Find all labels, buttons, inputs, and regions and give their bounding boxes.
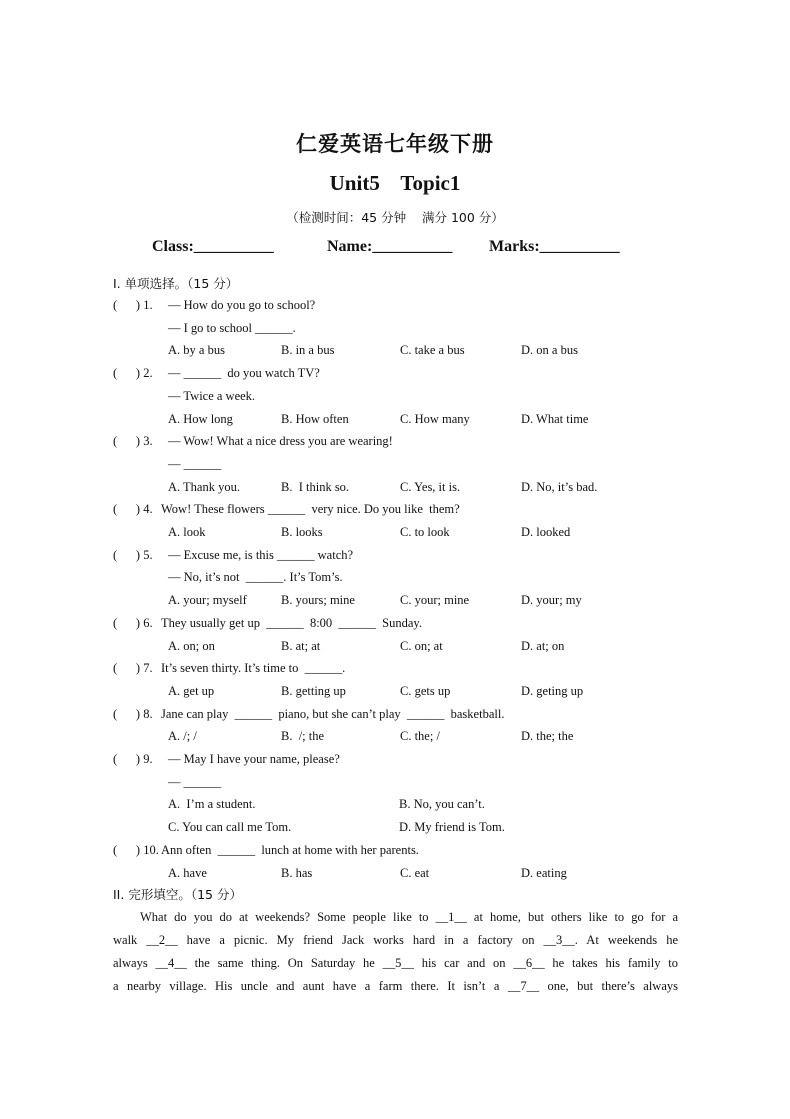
answer-option: B. No, you can’t. — [399, 797, 485, 812]
question-number: ( ) 3. — [113, 434, 153, 449]
answer-option: C. take a bus — [400, 343, 465, 358]
answer-option: A. I’m a student. — [168, 797, 256, 812]
question-text: Wow! These flowers ______ very nice. Do you like them? — [161, 502, 460, 517]
answer-option: C. Yes, it is. — [400, 479, 461, 494]
question-number: ( ) 4. — [113, 502, 153, 517]
answer-option: D. your; my — [521, 593, 582, 608]
class-field: Class:__________ — [152, 238, 274, 255]
question-text: Ann often ______ lunch at home with her parents. — [161, 842, 419, 857]
answer-option: C. You can call me Tom. — [168, 820, 292, 835]
question-number: ( ) 7. — [113, 661, 153, 676]
question-text: — No, it’s not ______. It’s Tom’s. — [168, 570, 343, 585]
answer-option: D. looked — [521, 525, 571, 539]
answer-option: D. No, it’s bad. — [521, 479, 598, 494]
question-text: — How do you go to school? — [168, 298, 316, 312]
name-field: Name:__________ — [327, 238, 453, 255]
passage-line: What do you do at weekends? Some people like to __1__ at home, but others like to go for a — [140, 910, 678, 924]
answer-option: D. What time — [521, 411, 589, 426]
question-number: ( ) 8. — [113, 706, 153, 721]
marks-field: Marks:__________ — [489, 238, 620, 255]
answer-option: C. eat — [400, 865, 430, 880]
page-title: 仁爱英语七年级下册 — [296, 131, 494, 156]
answer-option: B. /; the — [281, 729, 325, 744]
section1-heading: I. 单项选择。（15 分） — [113, 276, 239, 291]
answer-option: A. get up — [168, 683, 215, 698]
answer-option: B. yours; mine — [281, 593, 355, 608]
question-number: ( ) 1. — [113, 298, 153, 312]
question-text: — Excuse me, is this ______ watch? — [168, 547, 354, 562]
answer-option: C. on; at — [400, 638, 443, 653]
question-text: They usually get up ______ 8:00 ______ Sunday. — [161, 615, 422, 630]
answer-option: A. /; / — [168, 729, 197, 744]
question-text: — ______ do you watch TV? — [168, 366, 320, 381]
answer-option: C. How many — [400, 411, 470, 426]
answer-option: A. have — [168, 865, 207, 880]
passage-line: always __4__ the same thing. On Saturday he __5__ his car and on __6__ he takes his family to — [113, 956, 678, 970]
answer-option: B. has — [281, 865, 313, 880]
question-text: — I go to school ______. — [168, 320, 296, 335]
question-text: — Twice a week. — [168, 388, 256, 403]
answer-option: D. My friend is Tom. — [399, 820, 505, 835]
answer-option: C. the; / — [400, 729, 440, 744]
answer-option: D. on a bus — [521, 343, 578, 358]
answer-option: B. How often — [281, 411, 349, 426]
question-text: Jane can play ______ piano, but she can’t play ______ basketball. — [161, 706, 505, 721]
question-number: ( ) 5. — [113, 547, 153, 562]
answer-option: C. to look — [400, 525, 450, 539]
answer-option: A. on; on — [168, 638, 215, 653]
unit-topic-title: Unit5 Topic1 — [329, 171, 461, 195]
exam-meta: （检测时间：45 分钟 满分 100 分） — [286, 210, 504, 225]
passage-line: walk __2__ have a picnic. My friend Jack works hard in a factory on __3__. At weekends he — [113, 933, 678, 947]
question-number: ( ) 9. — [113, 752, 153, 766]
answer-option: C. your; mine — [400, 593, 470, 608]
question-number: ( ) 10. — [113, 842, 159, 857]
answer-option: A. How long — [168, 411, 233, 426]
answer-option: D. geting up — [521, 683, 584, 698]
answer-option: B. at; at — [281, 638, 321, 653]
question-number: ( ) 6. — [113, 615, 153, 630]
question-number: ( ) 2. — [113, 366, 153, 381]
section2-heading: II. 完形填空。（15 分） — [113, 887, 242, 902]
question-text: It’s seven thirty. It’s time to ______. — [161, 661, 346, 676]
answer-option: D. at; on — [521, 638, 565, 653]
answer-option: B. looks — [281, 525, 323, 539]
answer-option: B. getting up — [281, 683, 346, 698]
answer-option: B. in a bus — [281, 343, 335, 358]
passage-line: a nearby village. His uncle and aunt have a farm there. It isn’t a __7__ one, but there’s always — [113, 979, 678, 993]
answer-option: A. your; myself — [168, 593, 247, 608]
question-text: — Wow! What a nice dress you are wearing! — [168, 434, 393, 449]
answer-option: A. by a bus — [168, 343, 225, 358]
answer-option: A. Thank you. — [168, 479, 240, 494]
answer-option: C. gets up — [400, 683, 451, 698]
question-text: — ______ — [168, 456, 222, 471]
answer-option: D. eating — [521, 865, 567, 880]
question-text: — ______ — [168, 774, 222, 789]
question-text: — May I have your name, please? — [168, 752, 340, 766]
answer-option: A. look — [168, 525, 206, 539]
answer-option: D. the; the — [521, 729, 574, 744]
answer-option: B. I think so. — [281, 479, 350, 494]
